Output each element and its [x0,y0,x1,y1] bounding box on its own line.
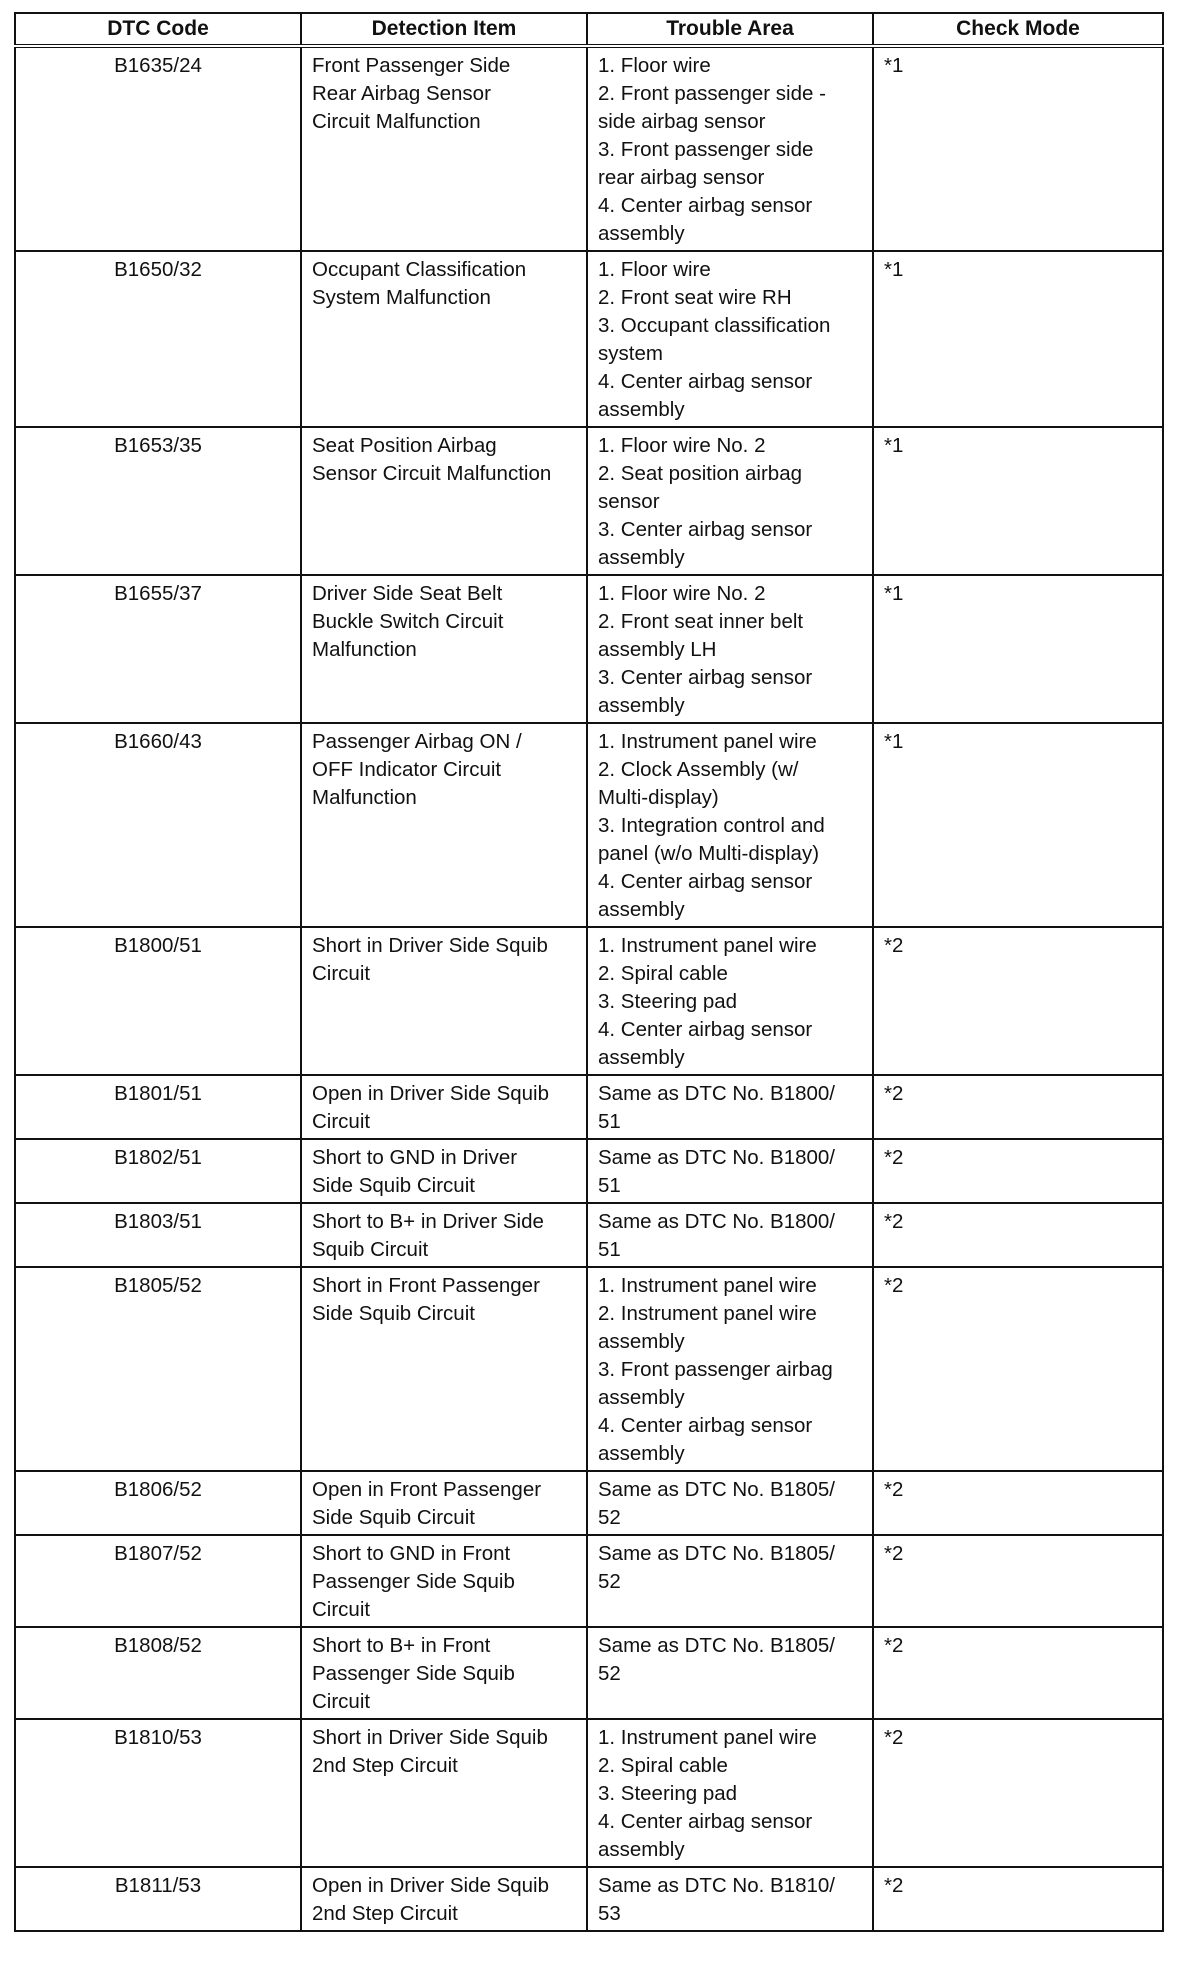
table-row [15,1075,1163,1139]
dtc-code-cell: B1803/51 [15,1203,301,1267]
table-row [15,1535,1163,1627]
detection-item-cell: Short in Driver Side Squib 2nd Step Circuit [301,1719,587,1867]
table-row [15,46,1163,251]
trouble-area-cell: Same as DTC No. B1810/ 53 [587,1867,873,1931]
detection-item-cell: Occupant Classification System Malfunction [301,251,587,427]
table-body [15,46,1163,1931]
detection-item-cell: Passenger Airbag ON / OFF Indicator Circuit Malfunction [301,723,587,927]
trouble-area-cell: Same as DTC No. B1800/ 51 [587,1075,873,1139]
dtc-table [14,12,1164,1932]
table-row [15,1867,1163,1931]
trouble-area-cell: 1. Floor wire 2. Front passenger side - side airbag sensor 3. Front passenger side rear airbag sensor 4. Center airbag sensor assembly [587,46,873,251]
dtc-code-cell: B1800/51 [15,927,301,1075]
check-mode-cell: *2 [873,1471,1163,1535]
check-mode-cell: *2 [873,1267,1163,1471]
table-row [15,1627,1163,1719]
dtc-code-cell: B1635/24 [15,46,301,251]
check-mode-cell: *1 [873,251,1163,427]
trouble-area-cell: 1. Floor wire No. 2 2. Seat position airbag sensor 3. Center airbag sensor assembly [587,427,873,575]
header-dtc-code: DTC Code [15,13,301,46]
dtc-code-cell: B1810/53 [15,1719,301,1867]
trouble-area-cell: 1. Instrument panel wire 2. Spiral cable 3. Steering pad 4. Center airbag sensor assembly [587,1719,873,1867]
detection-item-cell: Front Passenger Side Rear Airbag Sensor Circuit Malfunction [301,46,587,251]
check-mode-cell: *2 [873,1535,1163,1627]
table-row [15,1471,1163,1535]
dtc-code-cell: B1808/52 [15,1627,301,1719]
trouble-area-cell: Same as DTC No. B1805/ 52 [587,1627,873,1719]
dtc-code-cell: B1807/52 [15,1535,301,1627]
detection-item-cell: Short in Driver Side Squib Circuit [301,927,587,1075]
table-row [15,427,1163,575]
trouble-area-cell: Same as DTC No. B1805/ 52 [587,1471,873,1535]
check-mode-cell: *1 [873,427,1163,575]
check-mode-cell: *2 [873,1867,1163,1931]
detection-item-cell: Open in Driver Side Squib 2nd Step Circuit [301,1867,587,1931]
check-mode-cell: *2 [873,1075,1163,1139]
check-mode-cell: *1 [873,575,1163,723]
trouble-area-cell: Same as DTC No. B1805/ 52 [587,1535,873,1627]
dtc-code-cell: B1653/35 [15,427,301,575]
dtc-code-cell: B1655/37 [15,575,301,723]
dtc-code-cell: B1650/32 [15,251,301,427]
table-row [15,251,1163,427]
trouble-area-cell: Same as DTC No. B1800/ 51 [587,1139,873,1203]
dtc-code-cell: B1801/51 [15,1075,301,1139]
detection-item-cell: Driver Side Seat Belt Buckle Switch Circuit Malfunction [301,575,587,723]
trouble-area-cell: 1. Instrument panel wire 2. Clock Assembly (w/ Multi-display) 3. Integration control and panel (w/o Multi-display) 4. Center airbag sensor assembly [587,723,873,927]
check-mode-cell: *2 [873,1139,1163,1203]
header-check-mode: Check Mode [873,13,1163,46]
table-row [15,1267,1163,1471]
trouble-area-cell: 1. Instrument panel wire 2. Spiral cable 3. Steering pad 4. Center airbag sensor assembly [587,927,873,1075]
check-mode-cell: *2 [873,927,1163,1075]
dtc-code-cell: B1805/52 [15,1267,301,1471]
check-mode-cell: *2 [873,1627,1163,1719]
detection-item-cell: Short to B+ in Front Passenger Side Squib Circuit [301,1627,587,1719]
trouble-area-cell: 1. Floor wire 2. Front seat wire RH 3. Occupant classification system 4. Center airbag sensor assembly [587,251,873,427]
table-row [15,575,1163,723]
check-mode-cell: *1 [873,723,1163,927]
trouble-area-cell: Same as DTC No. B1800/ 51 [587,1203,873,1267]
trouble-area-cell: 1. Instrument panel wire 2. Instrument panel wire assembly 3. Front passenger airbag assembly 4. Center airbag sensor assembly [587,1267,873,1471]
detection-item-cell: Short to GND in Driver Side Squib Circuit [301,1139,587,1203]
table-row [15,723,1163,927]
dtc-code-cell: B1811/53 [15,1867,301,1931]
dtc-code-cell: B1806/52 [15,1471,301,1535]
check-mode-cell: *2 [873,1719,1163,1867]
check-mode-cell: *1 [873,46,1163,251]
table-row [15,927,1163,1075]
dtc-code-cell: B1802/51 [15,1139,301,1203]
check-mode-cell: *2 [873,1203,1163,1267]
detection-item-cell: Open in Front Passenger Side Squib Circuit [301,1471,587,1535]
header-trouble-area: Trouble Area [587,13,873,46]
header-detection-item: Detection Item [301,13,587,46]
detection-item-cell: Open in Driver Side Squib Circuit [301,1075,587,1139]
detection-item-cell: Short to GND in Front Passenger Side Squib Circuit [301,1535,587,1627]
detection-item-cell: Short in Front Passenger Side Squib Circuit [301,1267,587,1471]
detection-item-cell: Short to B+ in Driver Side Squib Circuit [301,1203,587,1267]
detection-item-cell: Seat Position Airbag Sensor Circuit Malfunction [301,427,587,575]
table-row [15,1203,1163,1267]
trouble-area-cell: 1. Floor wire No. 2 2. Front seat inner belt assembly LH 3. Center airbag sensor assembly [587,575,873,723]
table-header [15,13,1163,46]
table-row [15,1139,1163,1203]
dtc-code-cell: B1660/43 [15,723,301,927]
table-row [15,1719,1163,1867]
header-row [15,13,1163,46]
